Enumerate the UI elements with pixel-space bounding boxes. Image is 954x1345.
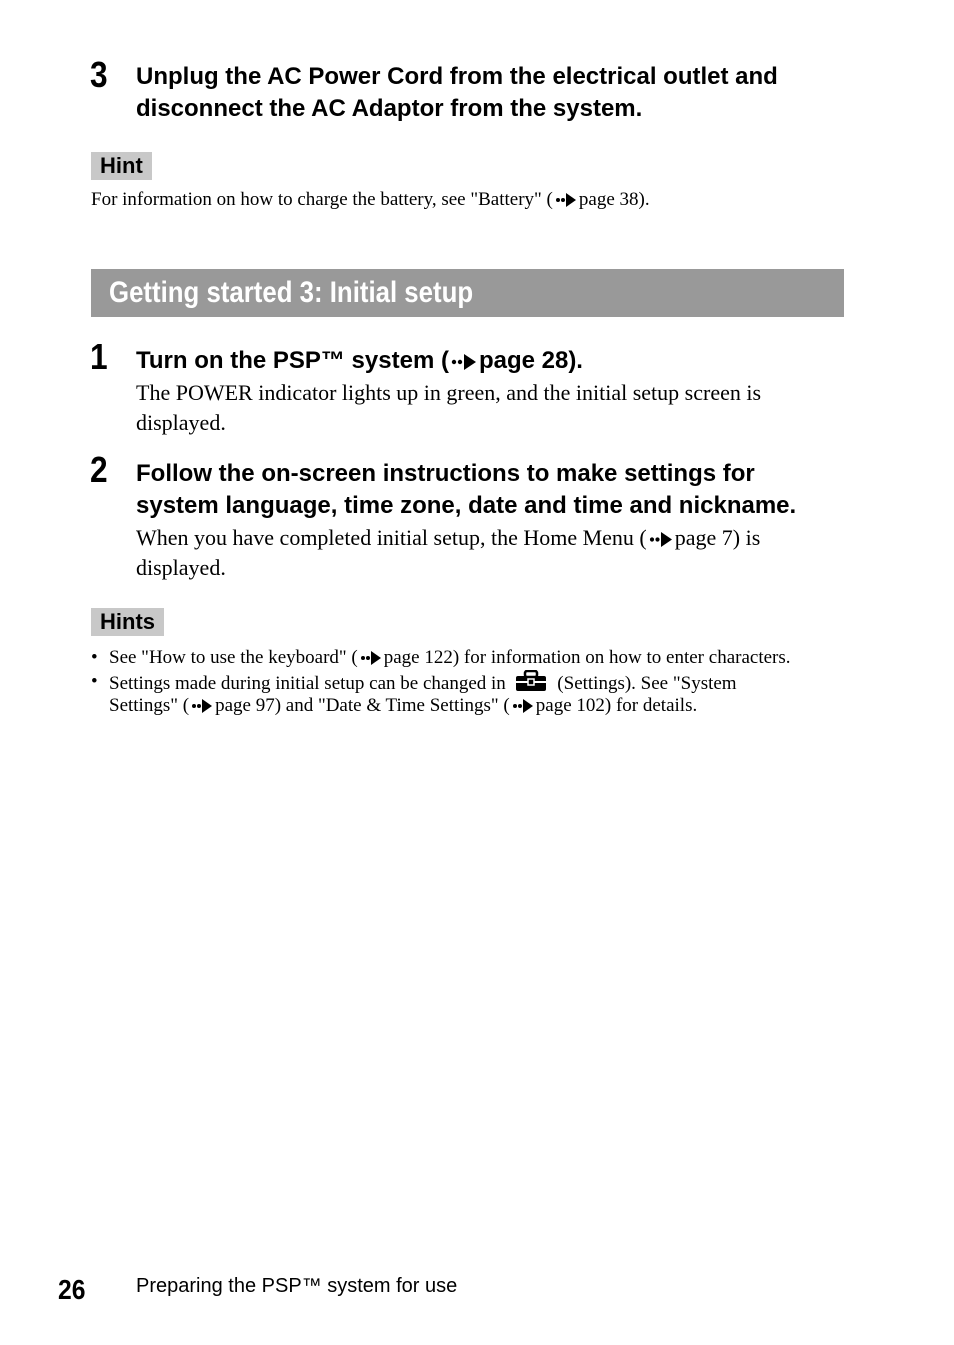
hint-text	[91, 188, 650, 212]
step-3-title-line-2: disconnect the AC Adaptor from the system.	[136, 95, 643, 122]
bullet: •	[91, 647, 98, 668]
hint-item-1	[91, 646, 851, 670]
step-2-body-after: page 7) is	[674, 525, 761, 550]
hint-item-2-line-2-mid: page 97) and "Date & Time Settings" (	[215, 695, 510, 716]
page-number: 26	[58, 1274, 86, 1305]
page-reference-arrow-icon	[191, 694, 213, 718]
footer-section-title: Preparing the PSP™ system for use	[136, 1275, 458, 1297]
step-2-body-line-2: displayed.	[136, 555, 226, 580]
step-2-title-line-2: system language, time zone, date and time and nickname.	[136, 492, 797, 519]
hints-label: Hints	[91, 608, 164, 636]
step-number-3: 3	[90, 54, 108, 95]
section-title: Getting started 3: Initial setup	[109, 276, 474, 309]
page-reference-arrow-icon	[555, 188, 577, 212]
hint-text-after: page 38).	[578, 189, 650, 210]
hint-item-1-text	[109, 646, 791, 670]
hint-item-2-before: Settings made during initial setup can be changed in	[109, 673, 506, 694]
step-3-title-line-1: Unplug the AC Power Cord from the electrical outlet and	[136, 63, 778, 90]
page-reference-arrow-icon	[451, 345, 477, 377]
step-number-1: 1	[90, 336, 108, 377]
step-1-body-line-2: displayed.	[136, 410, 226, 435]
hint-text-before: For information on how to charge the battery, see "Battery" (	[91, 189, 553, 210]
step-2-title-line-1: Follow the on-screen instructions to make settings for	[136, 460, 755, 487]
page-reference-arrow-icon	[512, 694, 534, 718]
step-1-title	[136, 345, 583, 377]
step-1-title-after: page 28).	[478, 347, 583, 374]
hint-item-2-line-2-after: page 102) for details.	[535, 695, 698, 716]
hint-item-1-after: page 122) for information on how to enter characters.	[383, 647, 791, 668]
hint-item-1-before: See "How to use the keyboard" (	[109, 647, 358, 668]
page-reference-arrow-icon	[649, 523, 673, 553]
step-number-2: 2	[90, 449, 108, 490]
hint-item-2-text	[109, 670, 737, 696]
hint-item-2-line-2	[109, 694, 697, 718]
page-reference-arrow-icon	[360, 646, 382, 670]
hint-item-2-line-2-before: Settings" (	[109, 695, 190, 716]
step-2-body-line-1	[136, 523, 760, 553]
bullet: •	[91, 671, 98, 692]
step-1-title-before: Turn on the PSP™ system (	[136, 347, 449, 374]
hint-item-2	[91, 670, 851, 694]
settings-toolbox-icon	[515, 670, 547, 696]
hint-item-2-after: (Settings). See "System	[557, 673, 737, 694]
step-1-body-line-1: The POWER indicator lights up in green, and the initial setup screen is	[136, 380, 762, 405]
hint-label: Hint	[91, 152, 152, 180]
step-2-body-before: When you have completed initial setup, the Home Menu (	[136, 525, 647, 550]
section-title-bar	[91, 269, 844, 317]
